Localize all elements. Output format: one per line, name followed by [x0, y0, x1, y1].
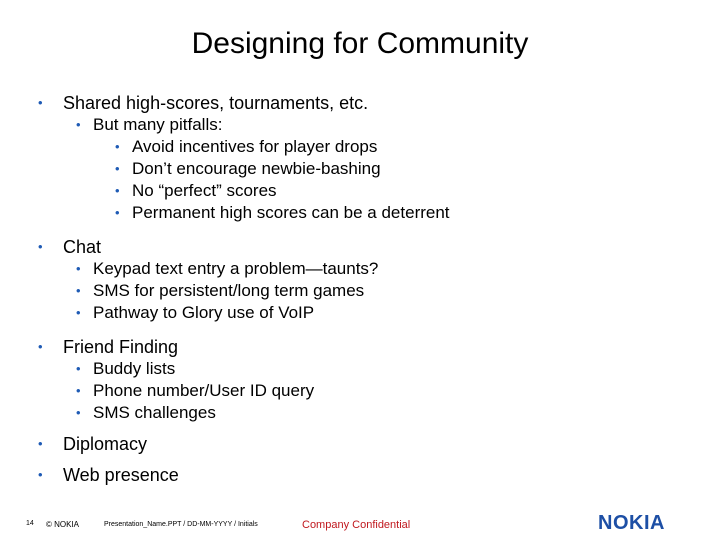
sub-bullet-text: Buddy lists	[93, 359, 176, 378]
bullet-text: Chat	[63, 237, 102, 257]
copyright-text: © NOKIA	[46, 520, 80, 529]
sub-bullet-item	[30, 280, 700, 302]
bullet-dot-icon: •	[76, 305, 81, 320]
sub-bullet-text: But many pitfalls:	[93, 115, 223, 134]
sub-sub-bullet-text: Avoid incentives for player drops	[132, 137, 378, 156]
sub-sub-bullet-text: Permanent high scores can be a deterrent	[132, 203, 450, 222]
bullet-text: Shared high-scores, tournaments, etc.	[63, 93, 369, 113]
bullet-text: Friend Finding	[63, 337, 179, 357]
sub-bullet-item	[30, 114, 700, 136]
bullet-dot-icon: •	[115, 183, 120, 198]
bullet-dot-icon: •	[38, 436, 43, 451]
bullet-dot-icon: •	[76, 405, 81, 420]
nokia-logo: NOKIA	[598, 512, 665, 534]
bullet-text: Diplomacy	[63, 434, 148, 454]
bullet-item	[30, 236, 700, 258]
filename-text: Presentation_Name.PPT / DD-MM-YYYY / Initials	[104, 521, 258, 528]
bullet-dot-icon: •	[38, 467, 43, 482]
bullet-dot-icon: •	[115, 139, 120, 154]
sub-sub-bullet-text: Don’t encourage newbie-bashing	[132, 159, 381, 178]
sub-sub-bullet-item	[30, 180, 700, 202]
sub-bullet-text: SMS challenges	[93, 403, 216, 422]
bullet-dot-icon: •	[38, 339, 43, 354]
sub-sub-bullet-item	[30, 136, 700, 158]
sub-sub-bullet-item	[30, 158, 700, 180]
sub-bullet-item	[30, 302, 700, 324]
sub-bullet-item	[30, 380, 700, 402]
bullet-text: Web presence	[63, 465, 179, 485]
bullet-dot-icon: •	[76, 283, 81, 298]
bullet-dot-icon: •	[76, 261, 81, 276]
sub-bullet-item	[30, 258, 700, 280]
sub-bullet-text: Pathway to Glory use of VoIP	[93, 303, 315, 322]
slide-body	[30, 92, 700, 486]
bullet-dot-icon: •	[76, 117, 81, 132]
bullet-dot-icon: •	[38, 95, 43, 110]
bullet-dot-icon: •	[76, 361, 81, 376]
bullet-item	[30, 92, 700, 114]
slide-footer	[0, 512, 720, 536]
bullet-item	[30, 336, 700, 358]
slide-title: Designing for Community	[191, 27, 529, 60]
bullet-dot-icon: •	[115, 205, 120, 220]
bullet-item	[30, 464, 700, 486]
bullet-item	[30, 433, 700, 455]
sub-bullet-item	[30, 358, 700, 380]
confidential-label: Company Confidential	[302, 519, 411, 531]
bullet-dot-icon: •	[115, 161, 120, 176]
sub-sub-bullet-text: No “perfect” scores	[132, 181, 277, 200]
page-number: 14	[26, 520, 34, 527]
bullet-dot-icon: •	[76, 383, 81, 398]
sub-bullet-text: Phone number/User ID query	[93, 381, 315, 400]
sub-bullet-text: Keypad text entry a problem—taunts?	[93, 259, 379, 278]
bullet-dot-icon: •	[38, 239, 43, 254]
sub-bullet-item	[30, 402, 700, 424]
sub-bullet-text: SMS for persistent/long term games	[93, 281, 365, 300]
sub-sub-bullet-item	[30, 202, 700, 224]
